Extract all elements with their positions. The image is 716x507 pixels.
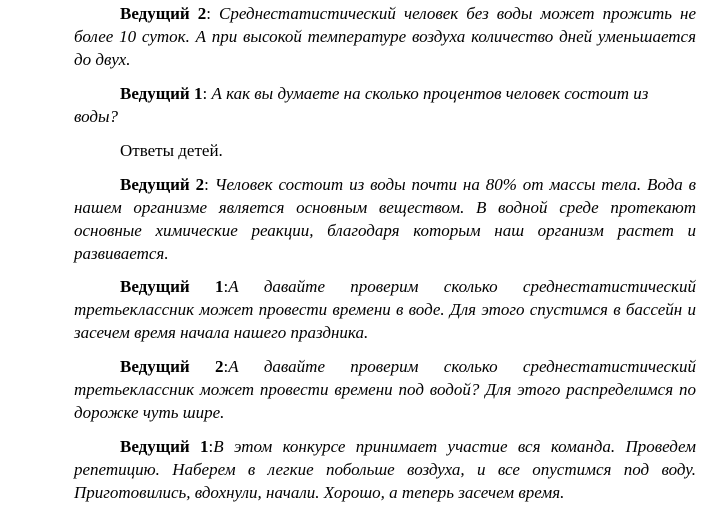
paragraph-host1-pool bbox=[74, 275, 696, 344]
speaker-name: Ведущий 2 bbox=[120, 175, 205, 194]
speaker-name: Ведущий 2 bbox=[120, 4, 207, 23]
speech-text: А как вы думаете на сколько процентов человек состоит из воды? bbox=[74, 84, 649, 126]
paragraph-host2-intro bbox=[74, 2, 696, 71]
speaker-separator: : bbox=[202, 84, 212, 103]
paragraph-children-answers bbox=[74, 139, 696, 162]
speaker-separator: : bbox=[223, 357, 229, 376]
speaker-separator: : bbox=[208, 437, 214, 456]
plain-text: Ответы детей. bbox=[120, 141, 223, 160]
paragraph-host2-water-facts bbox=[74, 173, 696, 265]
paragraph-host2-underwater bbox=[74, 355, 696, 424]
speaker-name: Ведущий 1 bbox=[120, 84, 203, 103]
paragraph-host1-contest bbox=[74, 435, 696, 504]
speaker-separator: : bbox=[206, 4, 220, 23]
speaker-separator: : bbox=[223, 277, 229, 296]
speech-text: Человек состоит из воды почти на 80% от массы тела. Вода в нашем организме является основным веществом. В водной среде протекают основные химические реакции, благодаря которым наш организм растет и развивается. bbox=[74, 175, 696, 263]
speech-text: Среднестатистический человек без воды может прожить не более 10 суток. А при высокой температуре воздуха количество дней уменьшается до двух. bbox=[74, 4, 696, 69]
speaker-name: Ведущий 1 bbox=[120, 277, 224, 296]
speaker-name: Ведущий 1 bbox=[120, 437, 209, 456]
paragraph-host1-question bbox=[74, 82, 696, 128]
speech-text: В этом конкурсе принимает участие вся команда. Проведем репетицию. Наберем в легкие побольше воздуха, и все опустимся под воду. Приготовились, вдохнули, начали. Хорошо, а теперь засечем время. bbox=[74, 437, 696, 502]
speech-text: А давайте проверим сколько среднестатистический третьеклассник может провести времени в воде. Для этого спустимся в бассейн и засечем время начала нашего праздника. bbox=[74, 277, 696, 342]
speech-text: А давайте проверим сколько среднестатистический третьеклассник может провести времени под водой? Для этого распределимся по дорожке чуть шире. bbox=[74, 357, 696, 422]
speaker-name: Ведущий 2 bbox=[120, 357, 224, 376]
speaker-separator: : bbox=[204, 175, 215, 194]
